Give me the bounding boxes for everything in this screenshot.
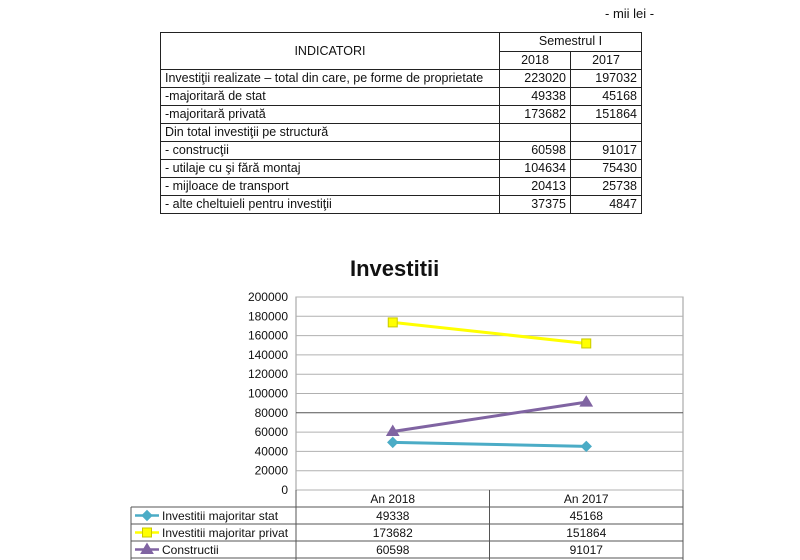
chart-title: Investitii <box>350 256 440 281</box>
data-table-value: 151864 <box>566 526 607 540</box>
data-point <box>388 318 397 327</box>
data-table-value: 49338 <box>376 509 410 523</box>
year-header: 2017 <box>571 51 642 70</box>
row-label: - alte cheltuieli pentru investiţii <box>161 196 500 214</box>
row-label: - utilaje cu şi fără montaj <box>161 160 500 178</box>
data-table-value: 173682 <box>372 526 413 540</box>
y-tick-label: 80000 <box>254 405 288 420</box>
y-tick-label: 160000 <box>247 328 288 343</box>
period-header: Semestrul I <box>500 33 642 52</box>
value-2018: 223020 <box>500 70 571 88</box>
value-2017: 75430 <box>571 160 642 178</box>
value-2017: 197032 <box>571 70 642 88</box>
value-2018: 49338 <box>500 88 571 106</box>
data-point <box>581 441 591 451</box>
value-2018: 37375 <box>500 196 571 214</box>
y-tick-label: 60000 <box>254 425 288 440</box>
legend-label: Investitii majoritar stat <box>162 509 279 523</box>
data-point <box>580 396 592 406</box>
row-label: - construcţii <box>161 142 500 160</box>
unit-note: - mii lei - <box>605 6 655 21</box>
value-2017: 4847 <box>571 196 642 214</box>
y-tick-label: 40000 <box>254 444 288 459</box>
legend-key-marker <box>143 528 152 537</box>
value-2018: 60598 <box>500 142 571 160</box>
series-line <box>393 322 587 343</box>
data-table-value: 60598 <box>376 543 410 557</box>
row-label: Investiţii realizate – total din care, pe forme de proprietate <box>161 70 500 88</box>
value-2018: 104634 <box>500 160 571 178</box>
row-label: - mijloace de transport <box>161 178 500 196</box>
data-table-value: 91017 <box>569 543 603 557</box>
value-2018: 20413 <box>500 178 571 196</box>
y-tick-label: 180000 <box>247 309 288 324</box>
y-tick-label: 100000 <box>247 386 288 401</box>
series-line <box>393 442 587 446</box>
data-point <box>582 339 591 348</box>
y-tick-label: 200000 <box>247 290 288 304</box>
legend-key-marker <box>142 511 152 521</box>
series-line <box>393 402 587 431</box>
row-label: -majoritară de stat <box>161 88 500 106</box>
data-table-value: 45168 <box>569 509 603 523</box>
year-header: 2018 <box>500 51 571 70</box>
value-2017: 45168 <box>571 88 642 106</box>
legend-label: Investitii majoritar privat <box>162 526 289 540</box>
row-label: Din total investiţii pe structură <box>161 124 500 142</box>
legend-label: Constructii <box>162 543 219 557</box>
y-tick-label: 120000 <box>247 367 288 382</box>
value-2018: 173682 <box>500 106 571 124</box>
value-2017: 25738 <box>571 178 642 196</box>
value-2017: 91017 <box>571 142 642 160</box>
x-category-label: An 2017 <box>563 492 609 506</box>
y-tick-label: 20000 <box>254 463 288 478</box>
data-point <box>388 437 398 447</box>
y-tick-label: 140000 <box>247 347 288 362</box>
y-tick-label: 0 <box>281 483 288 497</box>
x-category-label: An 2018 <box>370 492 416 506</box>
indicator-header: INDICATORI <box>161 33 500 70</box>
value-2017: 151864 <box>571 106 642 124</box>
row-label: -majoritară privată <box>161 106 500 124</box>
